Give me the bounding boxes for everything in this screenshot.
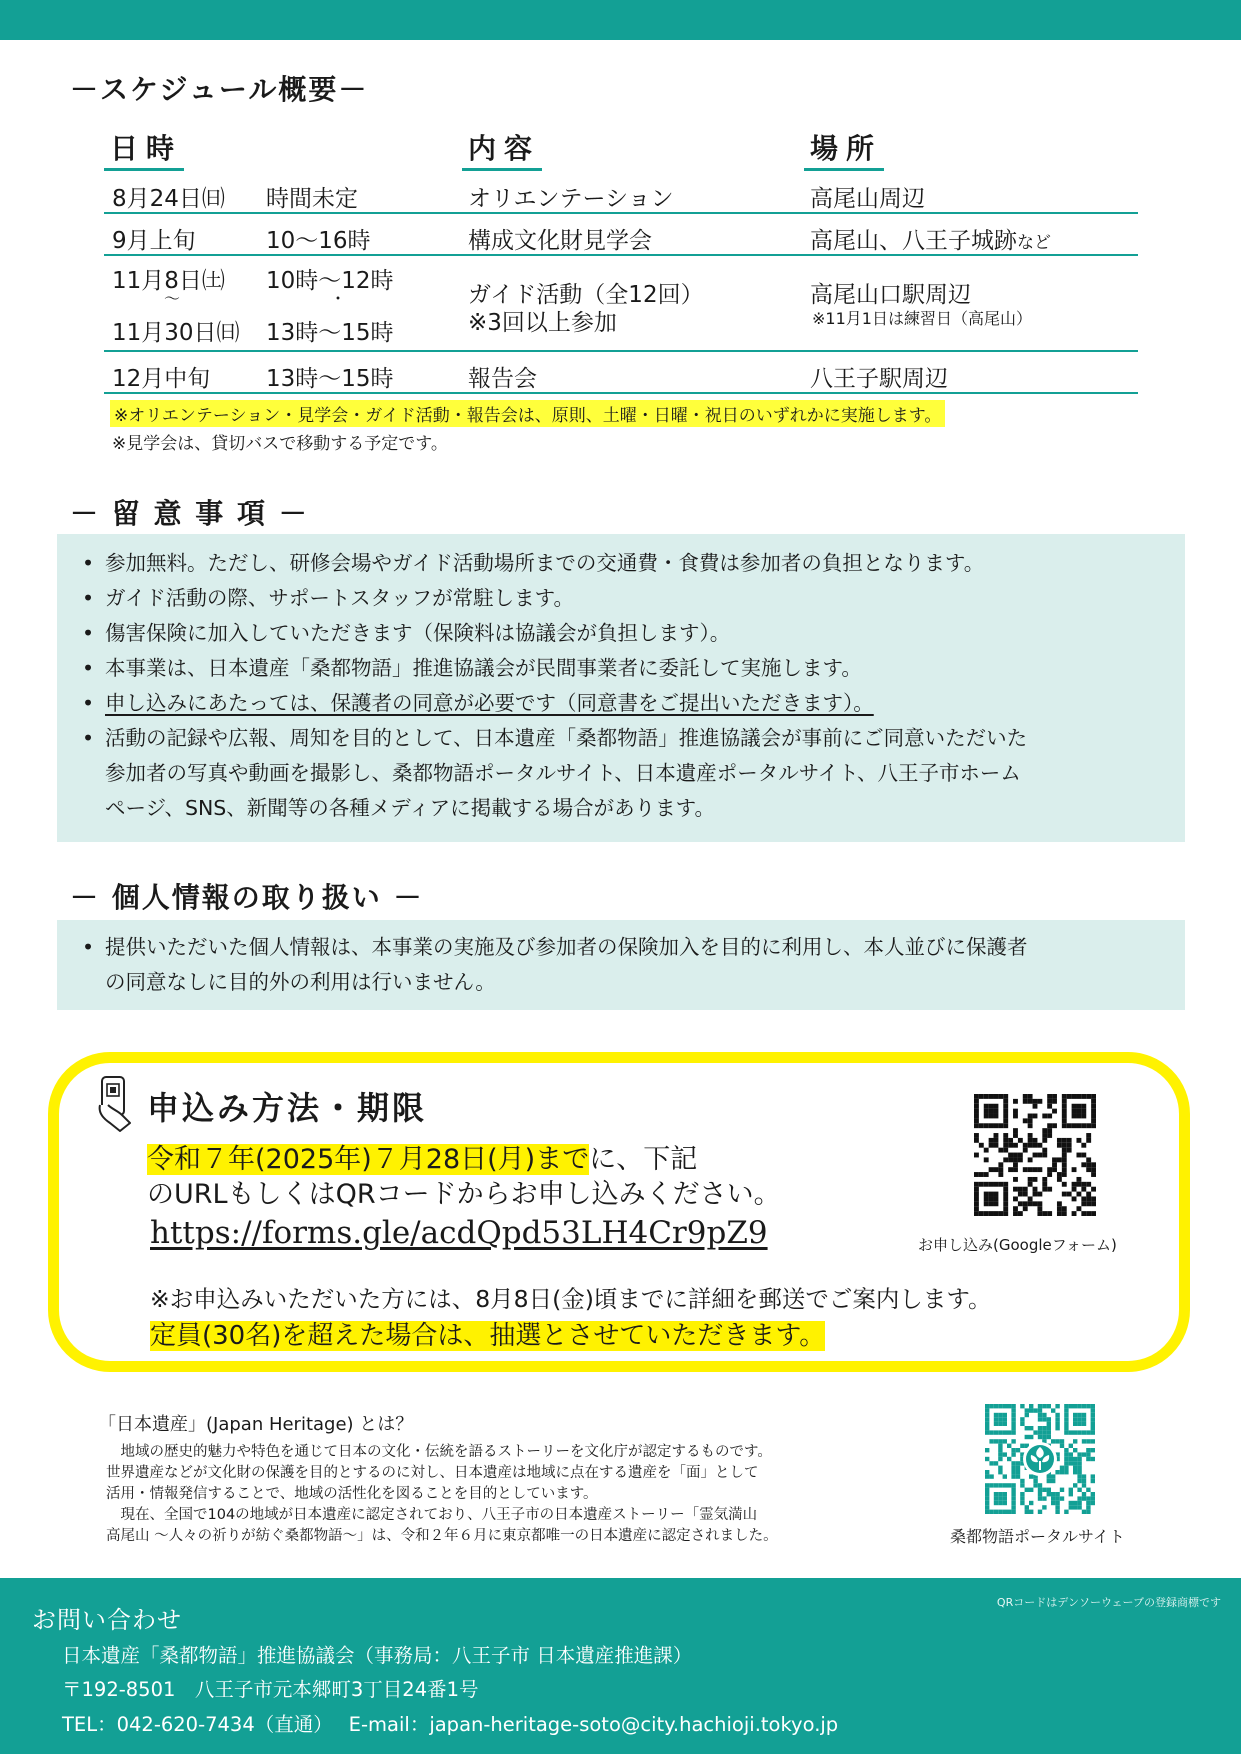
row-content: 報告会	[468, 366, 537, 392]
schedule-table	[104, 132, 1138, 394]
row-content: オリエンテーション	[468, 186, 674, 212]
consent-note: 申し込みにあたっては、保護者の同意が必要です（同意書をご提出いただきます）。	[105, 691, 874, 715]
col-place: 場所	[804, 132, 884, 171]
list-item: • 提供いただいた個人情報は、本事業の実施及び参加者の保険加入を目的に利用し、本人並びに保護者 の同意なしに目的外の利用は行いません。	[57, 930, 1185, 1000]
top-band	[0, 0, 1241, 40]
smartphone-qr-icon	[96, 1075, 138, 1133]
japan-heritage-text: 世界遺産などが文化財の保護を目的とするのに対し、日本遺産は地域に点在する遺産を「面」として	[106, 1465, 759, 1481]
apply-mail-note: ※お申込みいただいた方には、8月8日(金)頃までに詳細を郵送でご案内します。	[150, 1285, 992, 1313]
japan-heritage-text: 地域の歴史的魅力や特色を通じて日本の文化・伝統を語るストーリーを文化庁が認定するものです。	[106, 1444, 772, 1460]
col-datetime: 日時	[104, 132, 184, 171]
row-time: 13時～15時	[266, 366, 394, 392]
row-date: 12月中旬	[112, 366, 211, 392]
privacy-heading: － 個人情報の取り扱い －	[70, 881, 424, 914]
row-time: 時間未定	[266, 186, 358, 212]
apply-title: 申込み方法・期限	[147, 1089, 428, 1127]
row-content: 構成文化財見学会	[468, 228, 652, 254]
japan-heritage-text: 現在、全国で104の地域が日本遺産に認定されており、八王子市の日本遺産ストーリー「霊気満山	[106, 1507, 758, 1523]
contact-tel-email: TEL：042-620-7434（直通） E-mail：japan-heritage-soto@city.hachioji.tokyo.jp	[62, 1713, 839, 1736]
list-item	[57, 686, 1185, 721]
row-content-sub: ※3回以上参加	[468, 310, 617, 336]
row-date: 9月上旬	[112, 228, 196, 254]
contact-org: 日本遺産「桑都物語」推進協議会（事務局：八王子市 日本遺産推進課）	[62, 1644, 693, 1667]
table-row	[104, 172, 1138, 214]
row-date-start: 11月8日㈯	[112, 268, 225, 294]
contact-address: 〒192-8501 八王子市元本郷町3丁目24番1号	[62, 1678, 479, 1701]
row-date: 8月24日㈰	[112, 186, 225, 212]
soto-leaf-logo-icon	[1022, 1441, 1058, 1477]
row-place: 高尾山口駅周辺	[810, 282, 971, 308]
col-content: 内容	[462, 132, 542, 171]
schedule-header	[104, 132, 1138, 172]
row-date-range: ～	[164, 289, 181, 308]
japan-heritage-title: 「日本遺産」(Japan Heritage) とは？	[98, 1414, 414, 1435]
row-time-start: 10時～12時	[266, 268, 394, 294]
form-url-link[interactable]: https://forms.gle/acdQpd53LH4Cr9pZ9	[150, 1215, 768, 1251]
table-row	[104, 214, 1138, 256]
schedule-note: ※見学会は、貸切バスで移動する予定です。	[112, 434, 448, 454]
table-row	[104, 352, 1138, 394]
notes-panel	[57, 534, 1185, 842]
japan-heritage-text: 高尾山 ～人々の祈りが紡ぐ桑都物語～」は、令和２年６月に東京都唯一の日本遺産に認定されました。	[106, 1528, 778, 1544]
portal-qr-label: 桑都物語ポータルサイト	[950, 1527, 1125, 1546]
row-time-sep: ・	[330, 289, 347, 308]
google-form-qr-code[interactable]	[974, 1094, 1096, 1216]
row-time-end: 13時～15時	[266, 320, 394, 346]
schedule-note-highlight: ※オリエンテーション・見学会・ガイド活動・報告会は、原則、土曜・日曜・祝日のいずれかに実施します。	[110, 400, 945, 427]
qr-trademark-note: QRコードはデンソーウェーブの登録商標です	[996, 1596, 1221, 1609]
notes-heading: － 留 意 事 項 －	[70, 497, 309, 530]
japan-heritage-text: 活用・情報発信することで、地域の活性化を図ることを目的としています。	[106, 1486, 598, 1502]
list-item: • 傷害保険に加入していただきます（保険料は協議会が負担します）。	[57, 616, 1185, 651]
apply-deadline: 令和７年(2025年)７月28日(月)までに、下記	[147, 1144, 698, 1175]
capacity-note: 定員(30名)を超えた場合は、抽選とさせていただきます。	[150, 1321, 826, 1351]
contact-title: お問い合わせ	[32, 1606, 182, 1634]
row-place: 八王子駅周辺	[810, 366, 948, 392]
row-place: 高尾山周辺	[810, 186, 925, 212]
row-place: 高尾山、八王子城跡など	[810, 228, 1051, 254]
list-item: • 参加無料。ただし、研修会場やガイド活動場所までの交通費・食費は参加者の負担となります。	[57, 546, 1185, 581]
row-place-sub: ※11月1日は練習日（高尾山）	[812, 309, 1032, 328]
table-row	[104, 256, 1138, 352]
google-form-qr-label: お申し込み(Googleフォーム)	[918, 1236, 1117, 1254]
list-item: • 活動の記録や広報、周知を目的として、日本遺産「桑都物語」推進協議会が事前にご同意いただいた 参加者の写真や動画を撮影し、桑都物語ポータルサイト、日本遺産ポータルサイト、八王子市ホーム ページ、SNS、新聞等の各種メディアに掲載する場合があります。	[57, 721, 1185, 826]
contact-footer	[0, 1578, 1241, 1754]
row-time: 10～16時	[266, 228, 371, 254]
apply-instruction: のURLもしくはQRコードからお申し込みください。	[147, 1179, 781, 1210]
schedule-heading: －スケジュール概要－	[70, 73, 369, 106]
list-item: • ガイド活動の際、サポートスタッフが常駐します。	[57, 581, 1185, 616]
row-content: ガイド活動（全12回）	[468, 282, 704, 308]
list-item: • 本事業は、日本遺産「桑都物語」推進協議会が民間事業者に委託して実施します。	[57, 651, 1185, 686]
privacy-panel	[57, 920, 1185, 1010]
row-date-end: 11月30日㈰	[112, 320, 240, 346]
